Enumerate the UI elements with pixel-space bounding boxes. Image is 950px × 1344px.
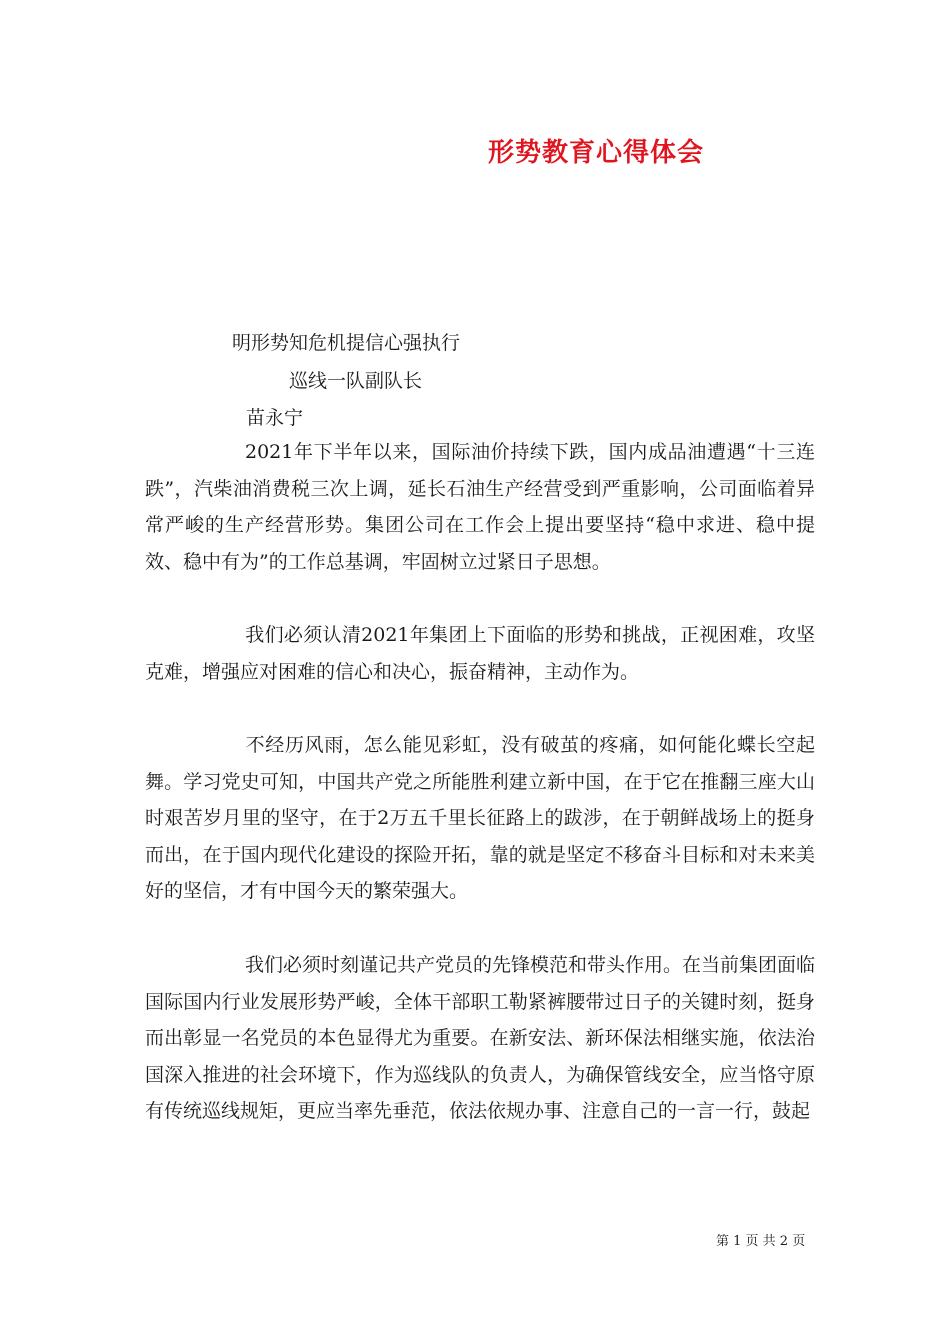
subtitle: 明形势知危机提信心强执行 bbox=[232, 332, 461, 354]
author-role: 巡线一队副队长 bbox=[289, 370, 423, 392]
paragraph-3: 不经历风雨，怎么能见彩虹，没有破茧的疼痛，如何能化蝶长空起舞。学习党史可知，中国共产党之所能胜利建立新中国，在于它在推翻三座大山时艰苦岁月里的坚守，在于2万五千里长征路上的跋涉，在于朝鲜战场上的挺身而出，在于国内现代化建设的探险开拓，靠的就是坚定不移奋斗目标和对未来美好的坚信，才有中国今天的繁荣强大。 bbox=[145, 734, 815, 902]
page-footer: 第 1 页 共 2 页 bbox=[716, 1234, 806, 1249]
author-name: 苗永宁 bbox=[246, 407, 304, 429]
paragraph-4: 我们必须时刻谨记共产党员的先锋模范和带头作用。在当前集团面临国际国内行业发展形势严峻，全体干部职工勒紧裤腰带过日子的关键时刻，挺身而出彰显一名党员的本色显得尤为重要。在新安法、新环保法相继实施，依法治国深入推进的社会环境下，作为巡线队的负责人，为确保管线安全，应当恪守原有传统巡线规矩，更应当率先垂范，依法依规办事、注意自己的一言一行，鼓起 bbox=[145, 954, 816, 1122]
document-title: 形势教育心得体会 bbox=[488, 138, 705, 168]
paragraph-2: 我们必须认清2021年集团上下面临的形势和挑战，正视困难，攻坚克难，增强应对困难的信心和决心，振奋精神，主动作为。 bbox=[145, 624, 815, 683]
paragraph-1: 2021年下半年以来，国际油价持续下跌，国内成品油遭遇“十三连跌”，汽柴油消费税三次上调，延长石油生产经营受到严重影响，公司面临着异常严峻的生产经营形势。集团公司在工作会上提出要坚持“稳中求进、稳中提效、稳中有为”的工作总基调，牢固树立过紧日子思想。 bbox=[145, 441, 815, 573]
